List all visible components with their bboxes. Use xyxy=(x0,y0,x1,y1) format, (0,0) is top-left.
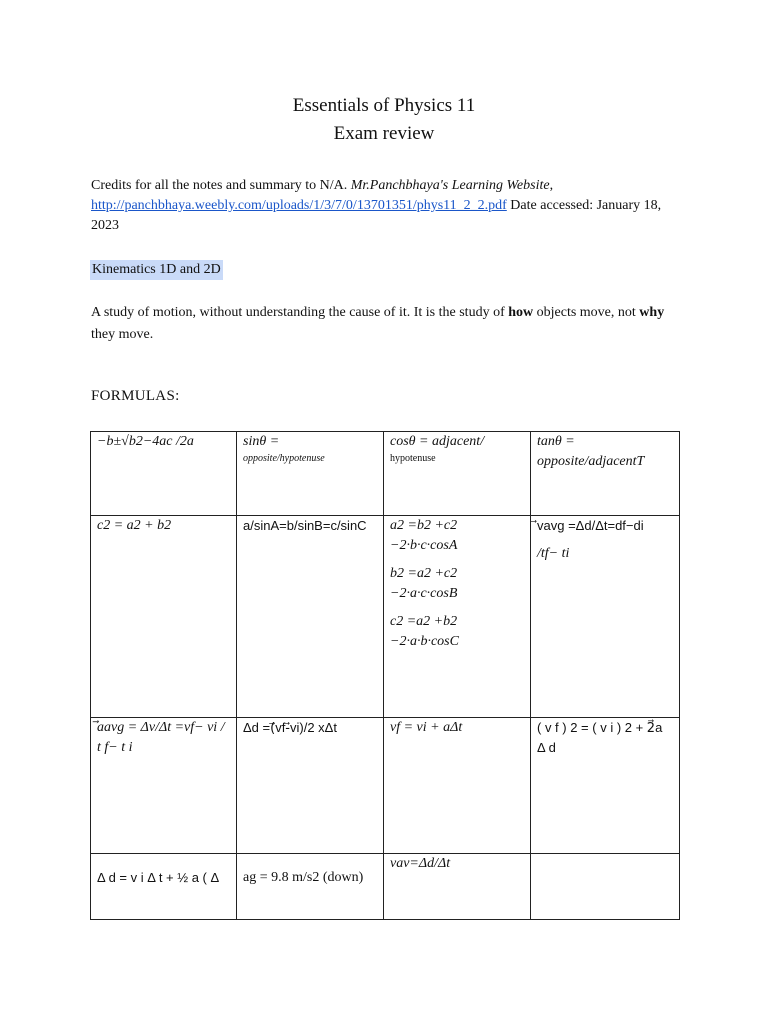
credits-date: Date accessed: January 18, 2023 xyxy=(91,198,662,233)
cosine-law-a-line1: a2 =b2 +c2 xyxy=(390,518,458,533)
para-text-2: objects move, not xyxy=(533,305,640,320)
table-cell-average-acceleration xyxy=(91,718,237,854)
credits-source: Mr.Panchbhaya's Learning Website xyxy=(350,178,550,193)
table-cell-cosine-law xyxy=(384,516,531,718)
cosine-law-a-line2: −2·b·c·cosA xyxy=(390,538,458,553)
gravity-formula: ag = 9.8 m/s2 (down) xyxy=(243,870,364,885)
credits-link[interactable]: http://panchbhaya.weebly.com/uploads/1/3/7/0/13701351/phys11_2_2.pdf xyxy=(91,198,507,213)
document-title: Essentials of Physics 11 xyxy=(292,95,476,116)
credits-paragraph xyxy=(91,176,691,236)
table-cell-velocity-squared xyxy=(531,718,680,854)
velocity-squared-line2: Δ d xyxy=(537,740,556,755)
cosine-law-b-line1: b2 =a2 +c2 xyxy=(390,566,458,581)
table-row xyxy=(91,432,680,516)
displacement-accel-formula: Δ d = v i Δ t + ½ a ( Δ xyxy=(97,870,220,885)
average-acceleration-line2: t f− t i xyxy=(97,740,133,755)
para-bold-how: how xyxy=(508,305,534,320)
credits-comma: , xyxy=(549,178,554,193)
para-text-1: A study of motion, without understanding the cause of it. It is the study of xyxy=(91,305,509,320)
table-cell-empty xyxy=(531,854,680,920)
pythagorean-formula: c2 = a2 + b2 xyxy=(97,518,172,533)
cosine-formula-denominator: hypotenuse xyxy=(390,453,436,464)
para-bold-why: why xyxy=(639,305,665,320)
cosine-formula: cosθ = adjacent/ xyxy=(390,434,485,449)
table-cell-cosine xyxy=(384,432,531,516)
intro-paragraph xyxy=(91,302,691,346)
velocity-squared-line1: ( v f ) 2 = ( v i ) 2 + 2⃗a xyxy=(537,720,663,735)
average-acceleration-line1: ⃗aavg = Δv/Δt =vf− vi / xyxy=(97,720,225,735)
table-cell-sine xyxy=(237,432,384,516)
table-row xyxy=(91,516,680,718)
formulas-label: FORMULAS: xyxy=(91,388,180,404)
average-velocity-line2: /tf− ti xyxy=(537,546,570,561)
table-cell-average-speed xyxy=(384,854,531,920)
tangent-formula: tanθ = opposite/adjacentT xyxy=(537,434,645,469)
cosine-law-b-line2: −2·a·c·cosB xyxy=(390,586,458,601)
para-text-3: they move. xyxy=(91,327,154,342)
document-subtitle: Exam review xyxy=(333,123,435,144)
table-cell-displacement xyxy=(237,718,384,854)
cosine-law-c-line1: c2 =a2 +b2 xyxy=(390,614,458,629)
section-heading-kinematics: Kinematics 1D and 2D xyxy=(90,260,223,280)
table-cell-tangent xyxy=(531,432,680,516)
sine-formula: sinθ = xyxy=(243,434,280,449)
table-row xyxy=(91,854,680,920)
table-cell-sine-law xyxy=(237,516,384,718)
final-velocity-formula: vf = vi + aΔt xyxy=(390,720,463,735)
quadratic-formula: −b±√b2−4ac /2a xyxy=(97,434,194,449)
displacement-formula: Δd =(⃗vf-⃗vi)/2 xΔt xyxy=(243,720,337,735)
sine-formula-fraction: opposite/hypotenuse xyxy=(243,453,325,464)
table-cell-gravity xyxy=(237,854,384,920)
table-cell-pythagorean xyxy=(91,516,237,718)
sine-law-formula: a/sinA=b/sinB=c/sinC xyxy=(243,518,367,533)
credits-prefix: Credits for all the notes and summary to N/A. xyxy=(91,178,351,193)
average-speed-formula: vav=Δd/Δt xyxy=(390,856,451,871)
table-cell-quadratic xyxy=(91,432,237,516)
average-velocity-line1: ⃗vavg =Δd/Δt=df−di xyxy=(537,518,644,533)
table-cell-average-velocity xyxy=(531,516,680,718)
table-row xyxy=(91,718,680,854)
table-cell-displacement-accel xyxy=(91,854,237,920)
formulas-table xyxy=(90,431,680,920)
table-cell-final-velocity xyxy=(384,718,531,854)
cosine-law-c-line2: −2·a·b·cosC xyxy=(390,634,459,649)
